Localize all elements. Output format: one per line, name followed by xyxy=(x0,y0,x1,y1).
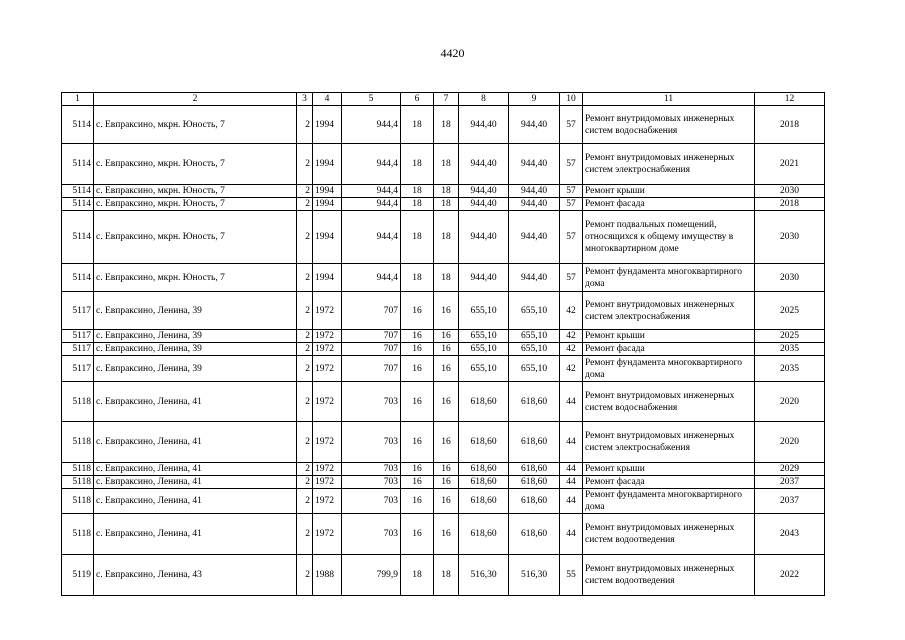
work-type-cell: Ремонт внутридомовых инженерных систем водоснабжения xyxy=(583,106,755,144)
col-3-cell: 2 xyxy=(297,211,313,264)
table-row xyxy=(62,106,825,144)
col-9-cell: 944,40 xyxy=(509,198,560,211)
col-10-cell: 42 xyxy=(560,356,583,382)
col-7-cell: 16 xyxy=(434,356,459,382)
col-10-cell: 44 xyxy=(560,514,583,555)
col-8-cell: 944,40 xyxy=(459,211,509,264)
col-3-cell: 2 xyxy=(297,106,313,144)
address-cell: с. Евпраксино, Ленина, 39 xyxy=(94,343,297,356)
work-type-cell: Ремонт внутридомовых инженерных систем водоотведения xyxy=(583,555,755,596)
planned-year-cell: 2035 xyxy=(755,356,825,382)
work-type-cell: Ремонт фасада xyxy=(583,476,755,489)
col-3-cell: 2 xyxy=(297,422,313,463)
year-cell: 1994 xyxy=(313,185,342,198)
col-6-cell: 16 xyxy=(401,330,434,343)
col-6-cell: 18 xyxy=(401,106,434,144)
area-cell: 944,4 xyxy=(342,264,401,292)
col-9-cell: 618,60 xyxy=(509,382,560,422)
area-cell: 703 xyxy=(342,463,401,476)
col-9-cell: 655,10 xyxy=(509,330,560,343)
table-row xyxy=(62,198,825,211)
col-6-cell: 16 xyxy=(401,514,434,555)
table-row xyxy=(62,463,825,476)
work-type-cell: Ремонт крыши xyxy=(583,330,755,343)
col-3-cell: 2 xyxy=(297,382,313,422)
table-row xyxy=(62,330,825,343)
col-8-cell: 618,60 xyxy=(459,489,509,514)
col-10-cell: 57 xyxy=(560,106,583,144)
year-cell: 1994 xyxy=(313,211,342,264)
col-8-cell: 655,10 xyxy=(459,356,509,382)
planned-year-cell: 2035 xyxy=(755,343,825,356)
col-6-cell: 16 xyxy=(401,422,434,463)
col-9-cell: 944,40 xyxy=(509,185,560,198)
col-8-cell: 944,40 xyxy=(459,185,509,198)
col-8-cell: 516,30 xyxy=(459,555,509,596)
address-cell: с. Евпраксино, мкрн. Юность, 7 xyxy=(94,106,297,144)
col-9-cell: 944,40 xyxy=(509,144,560,185)
col-7-cell: 16 xyxy=(434,343,459,356)
address-cell: с. Евпраксино, Ленина, 39 xyxy=(94,356,297,382)
header-cell: 11 xyxy=(583,93,755,106)
area-cell: 707 xyxy=(342,343,401,356)
col-6-cell: 16 xyxy=(401,343,434,356)
work-type-cell: Ремонт фундамента многоквартирного дома xyxy=(583,264,755,292)
header-cell: 9 xyxy=(509,93,560,106)
col-3-cell: 2 xyxy=(297,330,313,343)
col-9-cell: 618,60 xyxy=(509,489,560,514)
col-10-cell: 57 xyxy=(560,198,583,211)
col-10-cell: 57 xyxy=(560,211,583,264)
area-cell: 707 xyxy=(342,330,401,343)
header-cell: 7 xyxy=(434,93,459,106)
col-3-cell: 2 xyxy=(297,343,313,356)
col-9-cell: 618,60 xyxy=(509,422,560,463)
col-8-cell: 944,40 xyxy=(459,264,509,292)
planned-year-cell: 2025 xyxy=(755,330,825,343)
col-8-cell: 944,40 xyxy=(459,144,509,185)
col-7-cell: 18 xyxy=(434,144,459,185)
col-3-cell: 2 xyxy=(297,264,313,292)
planned-year-cell: 2030 xyxy=(755,185,825,198)
address-cell: с. Евпраксино, Ленина, 43 xyxy=(94,555,297,596)
col-8-cell: 618,60 xyxy=(459,476,509,489)
area-cell: 707 xyxy=(342,356,401,382)
repair-schedule-table xyxy=(61,92,825,596)
planned-year-cell: 2037 xyxy=(755,489,825,514)
year-cell: 1994 xyxy=(313,144,342,185)
col-10-cell: 44 xyxy=(560,382,583,422)
col-7-cell: 16 xyxy=(434,476,459,489)
work-type-cell: Ремонт крыши xyxy=(583,185,755,198)
planned-year-cell: 2030 xyxy=(755,211,825,264)
area-cell: 944,4 xyxy=(342,144,401,185)
col-6-cell: 18 xyxy=(401,264,434,292)
col-7-cell: 18 xyxy=(434,211,459,264)
area-cell: 703 xyxy=(342,382,401,422)
work-type-cell: Ремонт внутридомовых инженерных систем электроснабжения xyxy=(583,292,755,330)
col-3-cell: 2 xyxy=(297,555,313,596)
col-7-cell: 16 xyxy=(434,382,459,422)
col-9-cell: 944,40 xyxy=(509,106,560,144)
area-cell: 703 xyxy=(342,514,401,555)
year-cell: 1972 xyxy=(313,422,342,463)
work-type-cell: Ремонт фундамента многоквартирного дома xyxy=(583,356,755,382)
col-9-cell: 944,40 xyxy=(509,264,560,292)
col-8-cell: 944,40 xyxy=(459,198,509,211)
header-cell: 12 xyxy=(755,93,825,106)
address-cell: с. Евпраксино, Ленина, 41 xyxy=(94,514,297,555)
work-type-cell: Ремонт фундамента многоквартирного дома xyxy=(583,489,755,514)
col-6-cell: 16 xyxy=(401,292,434,330)
table-row xyxy=(62,356,825,382)
work-type-cell: Ремонт внутридомовых инженерных систем водоотведения xyxy=(583,514,755,555)
col-3-cell: 2 xyxy=(297,463,313,476)
col-10-cell: 42 xyxy=(560,330,583,343)
table-row xyxy=(62,489,825,514)
row-id-cell: 5118 xyxy=(62,514,94,555)
header-cell: 6 xyxy=(401,93,434,106)
col-7-cell: 16 xyxy=(434,422,459,463)
header-cell: 4 xyxy=(313,93,342,106)
col-6-cell: 16 xyxy=(401,489,434,514)
col-8-cell: 618,60 xyxy=(459,463,509,476)
table-row xyxy=(62,292,825,330)
year-cell: 1972 xyxy=(313,489,342,514)
address-cell: с. Евпраксино, мкрн. Юность, 7 xyxy=(94,264,297,292)
table-row xyxy=(62,422,825,463)
header-cell: 10 xyxy=(560,93,583,106)
table-row xyxy=(62,555,825,596)
row-id-cell: 5118 xyxy=(62,476,94,489)
area-cell: 703 xyxy=(342,476,401,489)
address-cell: с. Евпраксино, Ленина, 41 xyxy=(94,422,297,463)
planned-year-cell: 2037 xyxy=(755,476,825,489)
table-row xyxy=(62,211,825,264)
area-cell: 703 xyxy=(342,489,401,514)
address-cell: с. Евпраксино, мкрн. Юность, 7 xyxy=(94,198,297,211)
col-9-cell: 655,10 xyxy=(509,343,560,356)
col-8-cell: 618,60 xyxy=(459,382,509,422)
planned-year-cell: 2020 xyxy=(755,422,825,463)
address-cell: с. Евпраксино, мкрн. Юность, 7 xyxy=(94,211,297,264)
col-7-cell: 16 xyxy=(434,330,459,343)
address-cell: с. Евпраксино, мкрн. Юность, 7 xyxy=(94,144,297,185)
work-type-cell: Ремонт внутридомовых инженерных систем водоснабжения xyxy=(583,382,755,422)
col-8-cell: 655,10 xyxy=(459,330,509,343)
planned-year-cell: 2021 xyxy=(755,144,825,185)
col-6-cell: 18 xyxy=(401,185,434,198)
row-id-cell: 5114 xyxy=(62,211,94,264)
col-8-cell: 655,10 xyxy=(459,292,509,330)
col-10-cell: 44 xyxy=(560,489,583,514)
row-id-cell: 5114 xyxy=(62,106,94,144)
header-cell: 8 xyxy=(459,93,509,106)
col-10-cell: 57 xyxy=(560,144,583,185)
year-cell: 1972 xyxy=(313,463,342,476)
address-cell: с. Евпраксино, мкрн. Юность, 7 xyxy=(94,185,297,198)
col-3-cell: 2 xyxy=(297,514,313,555)
col-10-cell: 55 xyxy=(560,555,583,596)
row-id-cell: 5114 xyxy=(62,264,94,292)
year-cell: 1972 xyxy=(313,292,342,330)
row-id-cell: 5114 xyxy=(62,198,94,211)
col-8-cell: 655,10 xyxy=(459,343,509,356)
work-type-cell: Ремонт внутридомовых инженерных систем электроснабжения xyxy=(583,144,755,185)
col-6-cell: 16 xyxy=(401,382,434,422)
table-row xyxy=(62,382,825,422)
col-10-cell: 44 xyxy=(560,476,583,489)
col-9-cell: 944,40 xyxy=(509,211,560,264)
year-cell: 1994 xyxy=(313,264,342,292)
col-9-cell: 655,10 xyxy=(509,292,560,330)
col-9-cell: 618,60 xyxy=(509,514,560,555)
col-3-cell: 2 xyxy=(297,185,313,198)
row-id-cell: 5118 xyxy=(62,422,94,463)
col-8-cell: 944,40 xyxy=(459,106,509,144)
area-cell: 944,4 xyxy=(342,185,401,198)
col-9-cell: 618,60 xyxy=(509,463,560,476)
work-type-cell: Ремонт внутридомовых инженерных систем электроснабжения xyxy=(583,422,755,463)
col-7-cell: 18 xyxy=(434,555,459,596)
table-row xyxy=(62,185,825,198)
table-row xyxy=(62,343,825,356)
col-10-cell: 44 xyxy=(560,463,583,476)
row-id-cell: 5117 xyxy=(62,356,94,382)
area-cell: 703 xyxy=(342,422,401,463)
col-10-cell: 42 xyxy=(560,343,583,356)
col-6-cell: 18 xyxy=(401,211,434,264)
col-6-cell: 16 xyxy=(401,356,434,382)
planned-year-cell: 2018 xyxy=(755,198,825,211)
planned-year-cell: 2029 xyxy=(755,463,825,476)
col-7-cell: 18 xyxy=(434,185,459,198)
row-id-cell: 5117 xyxy=(62,343,94,356)
page-number: 4420 xyxy=(440,46,465,60)
year-cell: 1972 xyxy=(313,476,342,489)
work-type-cell: Ремонт фасада xyxy=(583,343,755,356)
row-id-cell: 5117 xyxy=(62,292,94,330)
header-row xyxy=(62,93,825,106)
year-cell: 1972 xyxy=(313,514,342,555)
year-cell: 1972 xyxy=(313,343,342,356)
address-cell: с. Евпраксино, Ленина, 41 xyxy=(94,463,297,476)
col-7-cell: 18 xyxy=(434,106,459,144)
col-10-cell: 42 xyxy=(560,292,583,330)
table-row xyxy=(62,144,825,185)
work-type-cell: Ремонт крыши xyxy=(583,463,755,476)
header-cell: 3 xyxy=(297,93,313,106)
row-id-cell: 5119 xyxy=(62,555,94,596)
row-id-cell: 5118 xyxy=(62,463,94,476)
header-cell: 5 xyxy=(342,93,401,106)
address-cell: с. Евпраксино, Ленина, 41 xyxy=(94,382,297,422)
row-id-cell: 5114 xyxy=(62,144,94,185)
planned-year-cell: 2025 xyxy=(755,292,825,330)
table-row xyxy=(62,514,825,555)
col-7-cell: 18 xyxy=(434,264,459,292)
row-id-cell: 5117 xyxy=(62,330,94,343)
area-cell: 944,4 xyxy=(342,106,401,144)
col-9-cell: 655,10 xyxy=(509,356,560,382)
col-6-cell: 16 xyxy=(401,463,434,476)
row-id-cell: 5114 xyxy=(62,185,94,198)
col-3-cell: 2 xyxy=(297,489,313,514)
col-10-cell: 57 xyxy=(560,185,583,198)
header-cell: 1 xyxy=(62,93,94,106)
row-id-cell: 5118 xyxy=(62,489,94,514)
col-7-cell: 16 xyxy=(434,489,459,514)
col-7-cell: 16 xyxy=(434,514,459,555)
area-cell: 944,4 xyxy=(342,198,401,211)
planned-year-cell: 2018 xyxy=(755,106,825,144)
col-6-cell: 18 xyxy=(401,198,434,211)
planned-year-cell: 2030 xyxy=(755,264,825,292)
col-3-cell: 2 xyxy=(297,144,313,185)
col-7-cell: 18 xyxy=(434,198,459,211)
col-3-cell: 2 xyxy=(297,476,313,489)
address-cell: с. Евпраксино, Ленина, 41 xyxy=(94,476,297,489)
address-cell: с. Евпраксино, Ленина, 39 xyxy=(94,292,297,330)
col-7-cell: 16 xyxy=(434,463,459,476)
year-cell: 1972 xyxy=(313,356,342,382)
col-10-cell: 44 xyxy=(560,422,583,463)
planned-year-cell: 2020 xyxy=(755,382,825,422)
col-3-cell: 2 xyxy=(297,292,313,330)
col-6-cell: 18 xyxy=(401,144,434,185)
col-8-cell: 618,60 xyxy=(459,422,509,463)
year-cell: 1994 xyxy=(313,198,342,211)
col-3-cell: 2 xyxy=(297,356,313,382)
year-cell: 1972 xyxy=(313,330,342,343)
area-cell: 707 xyxy=(342,292,401,330)
work-type-cell: Ремонт фасада xyxy=(583,198,755,211)
col-6-cell: 16 xyxy=(401,476,434,489)
header-cell: 2 xyxy=(94,93,297,106)
year-cell: 1988 xyxy=(313,555,342,596)
col-6-cell: 18 xyxy=(401,555,434,596)
address-cell: с. Евпраксино, Ленина, 41 xyxy=(94,489,297,514)
planned-year-cell: 2043 xyxy=(755,514,825,555)
planned-year-cell: 2022 xyxy=(755,555,825,596)
address-cell: с. Евпраксино, Ленина, 39 xyxy=(94,330,297,343)
year-cell: 1994 xyxy=(313,106,342,144)
row-id-cell: 5118 xyxy=(62,382,94,422)
area-cell: 799,9 xyxy=(342,555,401,596)
table-row xyxy=(62,476,825,489)
col-7-cell: 16 xyxy=(434,292,459,330)
col-9-cell: 618,60 xyxy=(509,476,560,489)
table-row xyxy=(62,264,825,292)
area-cell: 944,4 xyxy=(342,211,401,264)
work-type-cell: Ремонт подвальных помещений, относящихся к общему имуществу в многоквартирном доме xyxy=(583,211,755,264)
col-3-cell: 2 xyxy=(297,198,313,211)
col-10-cell: 57 xyxy=(560,264,583,292)
col-9-cell: 516,30 xyxy=(509,555,560,596)
year-cell: 1972 xyxy=(313,382,342,422)
col-8-cell: 618,60 xyxy=(459,514,509,555)
